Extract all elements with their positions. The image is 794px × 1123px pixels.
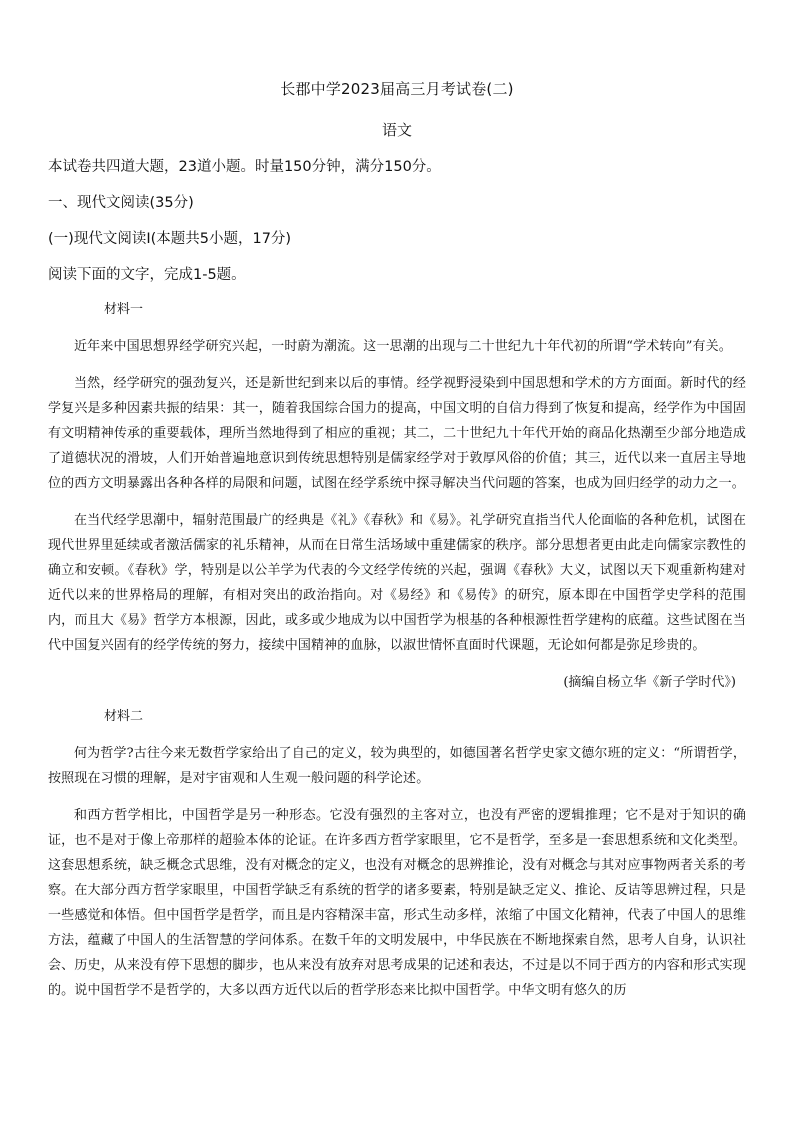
material-two-paragraph: 何为哲学?古往今来无数哲学家给出了自己的定义，较为典型的，如德国著名哲学史家文德尔班的定义：“所谓哲学，按照现在习惯的理解，是对宇宙观和人生观一般问题的科学论述。 (48, 746, 746, 786)
material-one-paragraph: 当然，经学研究的强劲复兴，还是新世纪到来以后的事情。经学视野浸染到中国思想和学术的方方面面。新时代的经学复兴是多种因素共振的结果：其一，随着我国综合国力的提高，中国文明的自信力得到了恢复和提高，经学作为中国固有文明精神传承的重要载体，理所当然地得到了相应的重视；其二，二十世纪九十年代开始的商品化热潮至少部分地造成了道德状况的滑坡，人们开始普遍地意识到传统思想特别是儒家经学对于敦厚风俗的价值；其三，近代以来一直居主导地位的西方文明暴露出各种各样的局限和问题，试图在经学系统中探寻解决当代问题的答案，也成为回归经学的动力之一。 (48, 376, 746, 491)
subsection-heading-reading-one: (一)现代文阅读Ⅰ(本题共5小题，17分) (48, 231, 292, 247)
exam-info: 本试卷共四道大题，23道小题。时量150分钟，满分150分。 (48, 159, 441, 175)
material-one-paragraph: 近年来中国思想界经学研究兴起，一时蔚为潮流。这一思潮的出现与二十世纪九十年代初的所谓“学术转向”有关。 (74, 339, 732, 354)
material-one-citation: (摘编自杨立华《新子学时代》) (563, 675, 736, 690)
material-two-label: 材料二 (104, 709, 144, 724)
exam-title: 长郡中学2023届高三月考试卷(二) (280, 80, 514, 98)
section-heading-reading: 一、现代文阅读(35分) (48, 195, 194, 211)
material-one-paragraph: 在当代经学思潮中，辐射范围最广的经典是《礼》《春秋》和《易》。礼学研究直指当代人伦面临的各种危机，试图在现代世界里延续或者激活儒家的礼乐精神，从而在日常生活场域中重建儒家的秩序。部分思想者更由此走向儒家宗教性的确立和安顿。《春秋》学，特别是以公羊学为代表的今文经学传统的兴起，强调《春秋》大义，试图以天下观重新构建对近代以来的世界格局的理解，有相对突出的政治指向。对《易经》和《易传》的研究，原本即在中国哲学史学科的范围内，而且大《易》哲学方本根源，因此，或多或少地成为以中国哲学为根基的各种根源性哲学建构的底蕴。这些试图在当代中国复兴固有的经学传统的努力，接续中国精神的血脉，以淑世情怀直面时代课题，无论如何都是弥足珍贵的。 (48, 513, 746, 653)
material-one-label: 材料一 (104, 302, 144, 317)
reading-prompt: 阅读下面的文字，完成1-5题。 (48, 267, 246, 283)
subject-title: 语文 (381, 121, 412, 139)
material-two-paragraph: 和西方哲学相比，中国哲学是另一种形态。它没有强烈的主客对立，也没有严密的逻辑推理；它不是对于知识的确证，也不是对于像上帝那样的超验本体的论证。在许多西方哲学家眼里，它不是哲学，至多是一套思想系统和文化类型。这套思想系统，缺乏概念式思维，没有对概念的定义，也没有对概念的思辨推论，没有对概念与其对应事物两者关系的考察。在大部分西方哲学家眼里，中国哲学缺乏有系统的哲学的诸多要素，特别是缺乏定义、推论、反诘等思辨过程，只是一些感觉和体悟。但中国哲学是哲学，而且是内容精深丰富，形式生动多样，浓缩了中国文化精神，代表了中国人的思维方法，蕴藏了中国人的生活智慧的学问体系。在数千年的文明发展中，中华民族在不断地探索自然，思考人自身，认识社会、历史，从来没有停下思想的脚步，也从来没有放弃对思考成果的记述和表达，不过是以不同于西方的内容和形式实现的。说中国哲学不是哲学的，大多以西方近代以后的哲学形态来比拟中国哲学。中华文明有悠久的历 (48, 808, 746, 998)
